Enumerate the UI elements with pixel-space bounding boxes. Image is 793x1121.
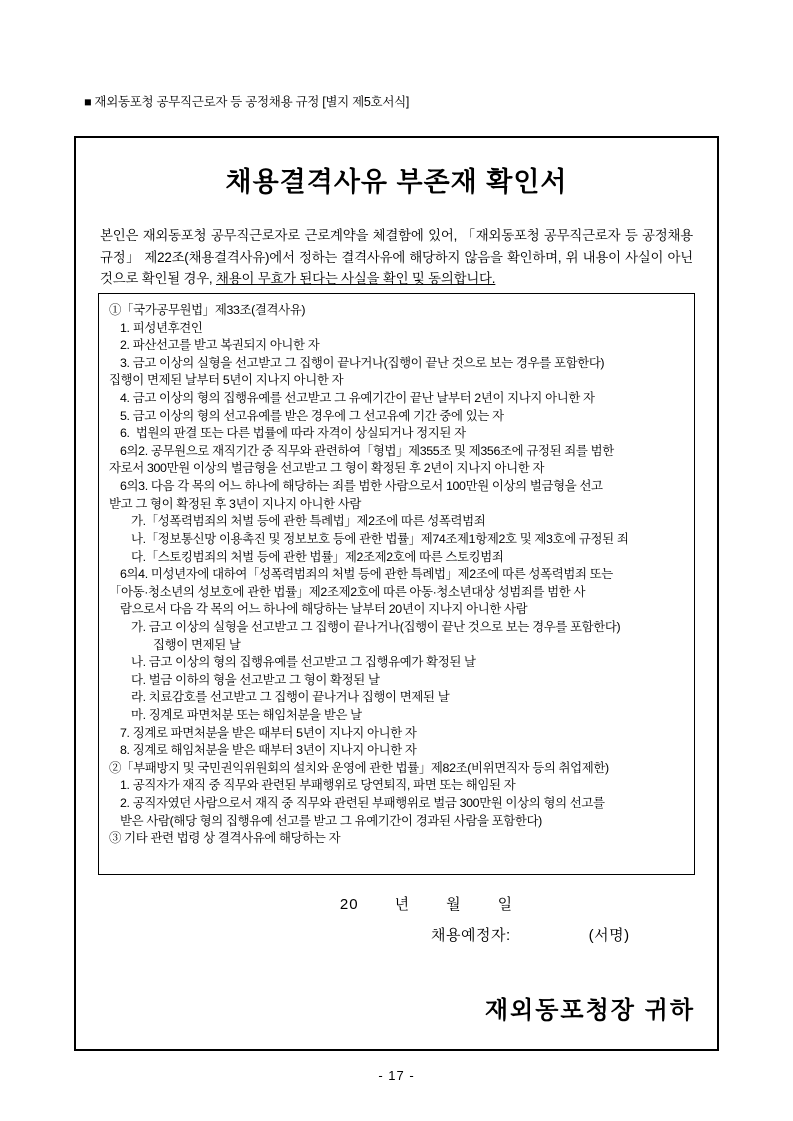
clause-line: 8. 징계로 해임처분을 받은 때부터 3년이 지나지 아니한 자: [120, 743, 417, 758]
clause-line: 마. 징계로 파면처분 또는 해임처분을 받은 날: [131, 708, 362, 723]
date-year-value: 20: [339, 896, 359, 913]
intro-text-underlined: 채용이 무효가 된다는 사실을 확인 및 동의합니다.: [215, 271, 496, 287]
clause-line: ②「부패방지 및 국민권익위원회의 설치와 운영에 관한 법률」제82조(비위면직자 등의 취업제한): [109, 760, 609, 775]
intro-paragraph: [100, 225, 693, 290]
clause-line: 라. 치료감호를 선고받고 그 집행이 끝나거나 집행이 면제된 날: [131, 690, 450, 705]
signer-line: [76, 924, 717, 945]
clause-line: 6의3. 다음 각 목의 어느 하나에 해당하는 죄를 범한 사람으로서 100만원 이상의 벌금형을 선고: [120, 479, 603, 494]
signature-mark: (서명): [588, 927, 630, 944]
clause-line: 받고 그 형이 확정된 후 3년이 지나지 아니한 사람: [109, 496, 362, 511]
clause-line: 3. 금고 이상의 실형을 선고받고 그 집행이 끝나거나(집행이 끝난 것으로 보는 경우를 포함한다): [120, 355, 605, 370]
clause-line: 7. 징계로 파면처분을 받은 때부터 5년이 지나지 아니한 자: [120, 725, 417, 740]
clause-line: 집행이 면제된 날부터 5년이 지나지 아니한 자: [109, 373, 344, 388]
date-month-label: 월: [446, 896, 462, 913]
signature-area: [76, 893, 717, 945]
clause-line: ①「국가공무원법」제33조(결격사유): [109, 303, 306, 317]
form-outer-border: [74, 136, 719, 1051]
date-day-label: 일: [497, 896, 514, 913]
clause-line: 나.「정보통신망 이용촉진 및 정보보호 등에 관한 법률」제74조제1항제2호 및 제3호에 규정된 죄: [131, 531, 629, 546]
page-number: - 17 -: [378, 1068, 415, 1083]
clause-line: 2. 공직자였던 사람으로서 재직 중 직무와 관련된 부패행위로 벌금 300만원 이상의 형의 선고를: [120, 796, 605, 811]
date-year-label: 년: [394, 896, 411, 913]
clause-line: 6. 법원의 판결 또는 다른 법률에 따라 자격이 상실되거나 정지된 자: [120, 426, 466, 441]
clause-line: 나. 금고 이상의 형의 집행유예를 선고받고 그 집행유예가 확정된 날: [131, 655, 476, 670]
form-reference-note: ■ 재외동포청 공무직근로자 등 공정채용 규정 [별지 제5호서식]: [84, 95, 410, 109]
clause-line: 자로서 300만원 이상의 벌금형을 선고받고 그 형이 확정된 후 2년이 지나지 아니한 자: [109, 461, 545, 476]
clause-line: 다. 벌금 이하의 형을 선고받고 그 형이 확정된 날: [131, 672, 380, 687]
clause-line: 4. 금고 이상의 형의 집행유예를 선고받고 그 유예기간이 끝난 날부터 2년이 지나지 아니한 자: [120, 391, 595, 406]
clause-line: 6의4. 미성년자에 대하여「성폭력범죄의 처벌 등에 관한 특례법」제2조에 따른 성폭력범죄 또는: [120, 567, 613, 582]
recipient-line: 재외동포청장 귀하: [484, 997, 695, 1024]
clause-line: 6의2. 공무원으로 재직기간 중 직무와 관련하여「형법」제355조 및 제356조에 규정된 죄를 범한: [120, 443, 614, 458]
clause-line: 다.「스토킹범죄의 처벌 등에 관한 법률」제2조제2호에 따른 스토킹범죄: [131, 549, 504, 564]
clause-line: 1. 공직자가 재직 중 직무와 관련된 부패행위로 당연퇴직, 파면 또는 해임된 자: [120, 778, 516, 793]
page-title: 채용결격사유 부존재 확인서: [225, 167, 568, 197]
clause-line: 가.「성폭력범죄의 처벌 등에 관한 특례법」제2조에 따른 성폭력범죄: [131, 514, 486, 529]
clause-line: 5. 금고 이상의 형의 선고유예를 받은 경우에 그 선고유예 기간 중에 있는 자: [120, 408, 504, 423]
date-line: [76, 893, 717, 914]
clause-line: 람으로서 다음 각 목의 어느 하나에 해당하는 날부터 20년이 지나지 아니한 사람: [120, 602, 528, 617]
clause-line: 2. 파산선고를 받고 복권되지 아니한 자: [120, 338, 320, 353]
clause-line: 받은 사람(해당 형의 집행유예 선고를 받고 그 유예기간이 경과된 사람을 포함한다): [120, 813, 542, 828]
clause-line: ③ 기타 관련 법령 상 결격사유에 해당하는 자: [109, 831, 341, 846]
clause-line: 「아동·청소년의 성보호에 관한 법률」제2조제2호에 따른 아동·청소년대상 성범죄를 범한 사: [109, 584, 586, 599]
intro-text-part1: 본인은 재외동포청 공무직근로자로 근로계약을 체결함에 있어, 「재외동포청 공무직근로자 등 공정채용 규정」 제22조(채용결격사유)에서 정하는 결격사유에 해당하지 않음을 확인하며, 위 내용이 사실이 아닌 것으로 확인될 경우,: [100, 228, 693, 287]
signer-label: 채용예정자:: [431, 927, 511, 944]
clause-line: 집행이 면제된 날: [153, 637, 241, 652]
disqualification-clause-box: [98, 293, 695, 875]
clause-line: 가. 금고 이상의 실형을 선고받고 그 집행이 끝나거나(집행이 끝난 것으로 보는 경우를 포함한다): [131, 619, 621, 634]
clause-line: 1. 피성년후견인: [120, 320, 203, 335]
